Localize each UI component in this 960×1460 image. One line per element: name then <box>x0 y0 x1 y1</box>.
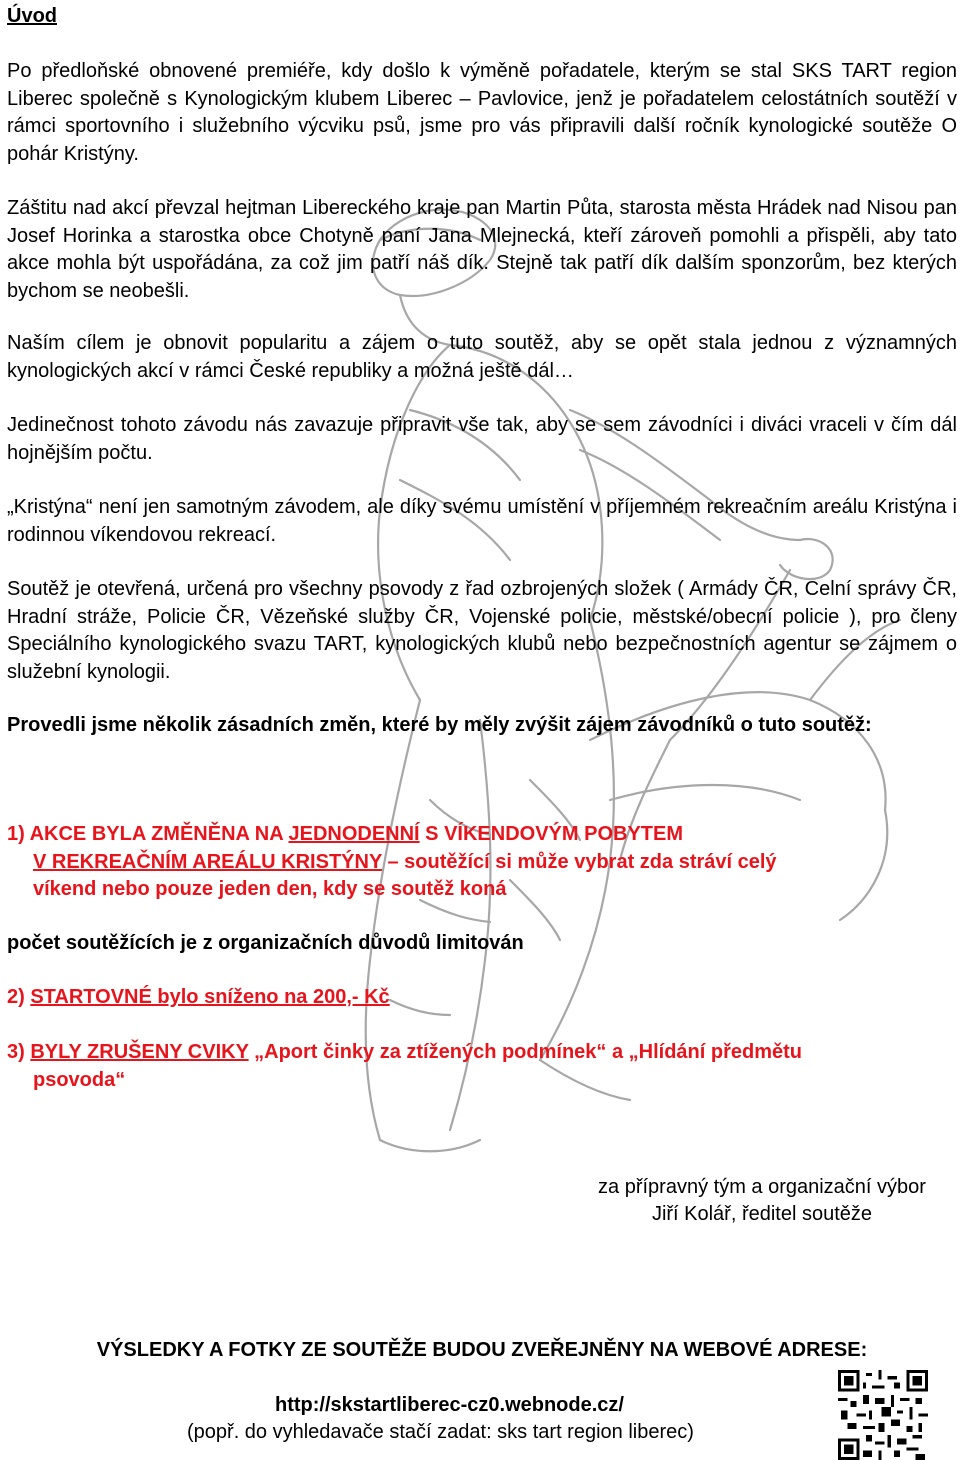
kristyna-paragraph: „Kristýna“ není jen samotným závodem, ale díky svému umístění v příjemném rekreačním areálu Kristýna i rodinnou víkendovou rekreací. <box>7 496 957 546</box>
signature-line-2: Jiří Kolář, ředitel soutěže <box>651 1203 873 1225</box>
change-1-venue-rest: – soutěžící si může vybrat zda stráví celý <box>381 850 777 873</box>
change-3-rest: „Aport činky za ztížených podmínek“ a „Hlídání předmětu <box>248 1041 803 1063</box>
search-hint: (popř. do vyhledavače stačí zadat: sks tart region liberec) <box>187 1421 694 1443</box>
change-3-underlined: BYLY ZRUŠENY CVIKY <box>30 1041 249 1063</box>
change-item-2 <box>7 984 957 1012</box>
change-2-underlined: STARTOVNÉ bylo sníženo na 200,- Kč <box>30 986 390 1008</box>
intro-paragraph: Po předloňské obnovené premiéře, kdy došlo k výměně pořadatele, kterým se stal SKS TART region Liberec společně s Kynologickým klubem Liberec – Pavlovice, jenž je pořadatelem celostátních soutěží v rámci sportovního i služebního výcviku psů, jsme pro vás připravili další ročník kynologické soutěže O pohár Kristýny. <box>7 60 957 165</box>
change-item-3 <box>7 1039 957 1094</box>
change-1-mid: S VÍKENDOVÝM POBYTEM <box>419 823 683 845</box>
results-heading: VÝSLEDKY A FOTKY ZE SOUTĚŽE BUDOU ZVEŘEJNĚNY NA WEBOVÉ ADRESE: <box>96 1339 868 1361</box>
change-1-venue: V REKREAČNÍM AREÁLU KRISTÝNY <box>33 850 382 873</box>
change-1-underlined: JEDNODENNÍ <box>288 823 420 845</box>
goal-paragraph: Naším cílem je obnovit popularitu a zájem o tuto soutěž, aby se opět stala jednou z významných kynologických akcí v rámci České republiky a možná ještě dál… <box>7 332 957 382</box>
signature-line-1: za přípravný tým a organizační výbor <box>598 1176 926 1198</box>
changes-heading: Provedli jsme několik zásadních změn, které by měly zvýšit zájem závodníků o tuto soutěž: <box>7 714 872 736</box>
change-item-1 <box>7 821 957 904</box>
eligibility-paragraph: Soutěž je otevřená, určená pro všechny psovody z řad ozbrojených složek ( Armády ČR, Celní správy ČR, Hradní stráže, Policie ČR, Vězeňské služby ČR, Vojenské policie, městské/obecní policie ), pro členy Speciálního kynologického svazu TART, kynologických klubů nebo bezpečnostních agentur se zájmem o služební kynologii. <box>7 578 957 683</box>
change-2-prefix: 2) <box>7 986 31 1008</box>
change-1-prefix: 1) AKCE BYLA ZMĚNĚNA NA <box>7 823 289 845</box>
change-1-line3: víkend nebo pouze jeden den, kdy se soutěž koná <box>33 878 507 900</box>
change-3-prefix: 3) <box>7 1041 31 1063</box>
limit-note: počet soutěžících je z organizačních důvodů limitován <box>7 932 524 954</box>
uniqueness-paragraph: Jedinečnost tohoto závodu nás zavazuje připravit vše tak, aby se sem závodníci i diváci vraceli v čím dál hojnějším počtu. <box>7 414 957 464</box>
change-3-line2: psovoda“ <box>33 1068 126 1091</box>
qr-code-icon[interactable] <box>838 1370 928 1460</box>
page-title: Úvod <box>7 5 57 27</box>
website-link[interactable]: http://skstartliberec-cz0.webnode.cz/ <box>275 1394 624 1416</box>
patronage-paragraph: Záštitu nad akcí převzal hejtman Libereckého kraje pan Martin Půta, starosta města Hrádek nad Nisou pan Josef Horinka a starostka obce Chotyně paní Jana Mlejnecká, kteří zároveň pomohli a přispěli, aby tato akce mohla být uspořádána, za což jim patří náš dík. Stejně tak patří dík dalším sponzorům, bez kterých bychom se neobešli. <box>7 197 957 302</box>
